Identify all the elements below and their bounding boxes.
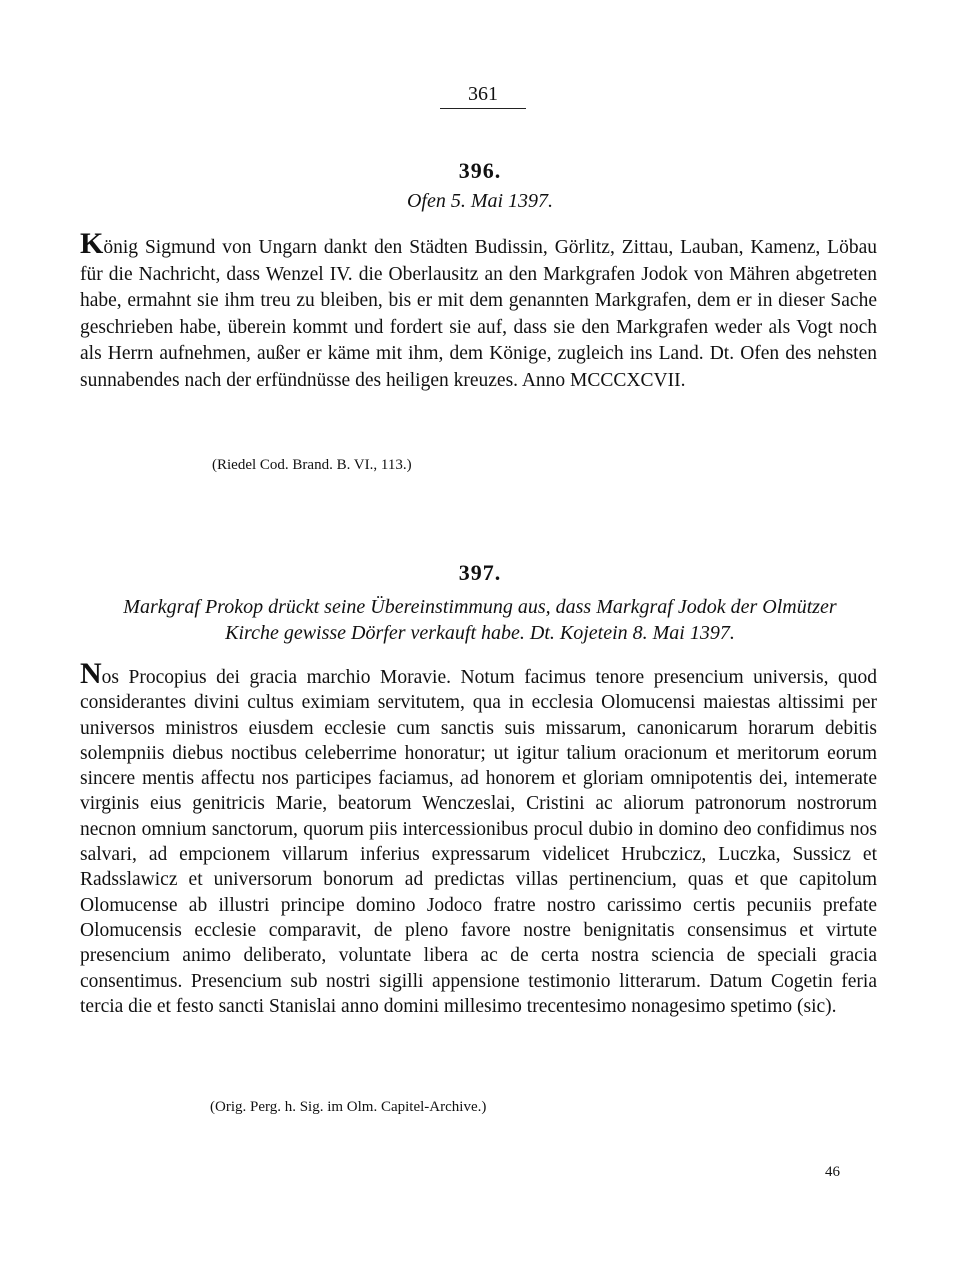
document-number-397: 397. bbox=[458, 560, 502, 585]
document-396-source: (Riedel Cod. Brand. B. VI., 113.) bbox=[212, 457, 412, 473]
dropcap-k: K bbox=[80, 227, 104, 260]
page-number-rule bbox=[440, 108, 526, 109]
document-397-heading-line-1: Markgraf Prokop drückt seine Übereinstimmung aus, dass Markgraf Jodok der Olmützer bbox=[123, 596, 837, 618]
document-396-text: önig Sigmund von Ungarn dankt den Städten Budissin, Görlitz, Zittau, Lauban, Kamenz, Löbau für die Nachricht, dass Wenzel IV. die Oberlausitz an den Markgrafen Jodok von Mähren abgetreten habe, ermahnt sie ihm treu zu bleiben, bis er mit dem genannten Markgrafen, dem er in dieser Sache geschrieben habe, überein kommt und fordert sie auf, dass sie den Markgrafen weder als Vogt noch als Herrn aufnehmen, außer er käme mit ihm, dem Könige, zugleich ins Land. Dt. Ofen des nehsten sunnabendes nach der erfündnüsse des heiligen kreuzes. Anno MCCCXCVII. bbox=[80, 237, 877, 391]
document-397-heading-line-2: Kirche gewisse Dörfer verkauft habe. Dt. Kojetein 8. Mai 1397. bbox=[225, 622, 735, 644]
page-number: 361 bbox=[468, 83, 498, 105]
document-396-regest bbox=[80, 227, 877, 394]
document-397-charter bbox=[80, 657, 877, 1019]
sheet-signature-mark: 46 bbox=[825, 1164, 840, 1180]
dropcap-n: N bbox=[80, 657, 102, 690]
document-397-text: os Procopius dei gracia marchio Moravie. Notum facimus tenore presencium universis, quod considerantes divini cultus eximiam servitutem, qua in ecclesia Olomucensi maiestas altissimi per universos ministros eiusdem ecclesie cum sanctis suis missarum, canonicarum horarum debitis solempniis diebus noctibus celeberrime honoratur; ut igitur talium oracionum et meritorum eorum sincere mentis affectu nos participes faciamus, ad honorem et gloriam omnipotentis dei, intemerate virginis eius genitricis Marie, beatorum Wenczeslai, Cristini ac aliorum patronorum nostrorum necnon omnium sanctorum, quorum piis intercessionibus procul dubio in domino deo confidimus nos salvari, ad empcionem villarum inferius expressarum videlicet Hrubczicz, Luczka, Sussicz et Radsslawicz et universorum bonorum ad predictas villas pertinencium, quas et que capitolum Olomucense ab illustri principe domino Jodoco fratre nostro carissimo certis pecuniis prefate Olomucensis ecclesie comparavit, de pleno favore nostre benignitatis consensimus et virtute presencium animo deliberato, voluntate libera ac de certa nostra sciencia de speciali gracia consentimus. Presencium sub nostri sigilli appensione testimonio litterarum. Datum Cogetin feria tercia die et festo sancti Stanislai anno domini millesimo trecentesimo nonagesimo spetimo (sic). bbox=[80, 667, 877, 1017]
document-396-place-date: Ofen 5. Mai 1397. bbox=[406, 190, 554, 212]
document-397-source: (Orig. Perg. h. Sig. im Olm. Capitel-Archive.) bbox=[210, 1099, 487, 1115]
document-number-396: 396. bbox=[458, 158, 502, 183]
